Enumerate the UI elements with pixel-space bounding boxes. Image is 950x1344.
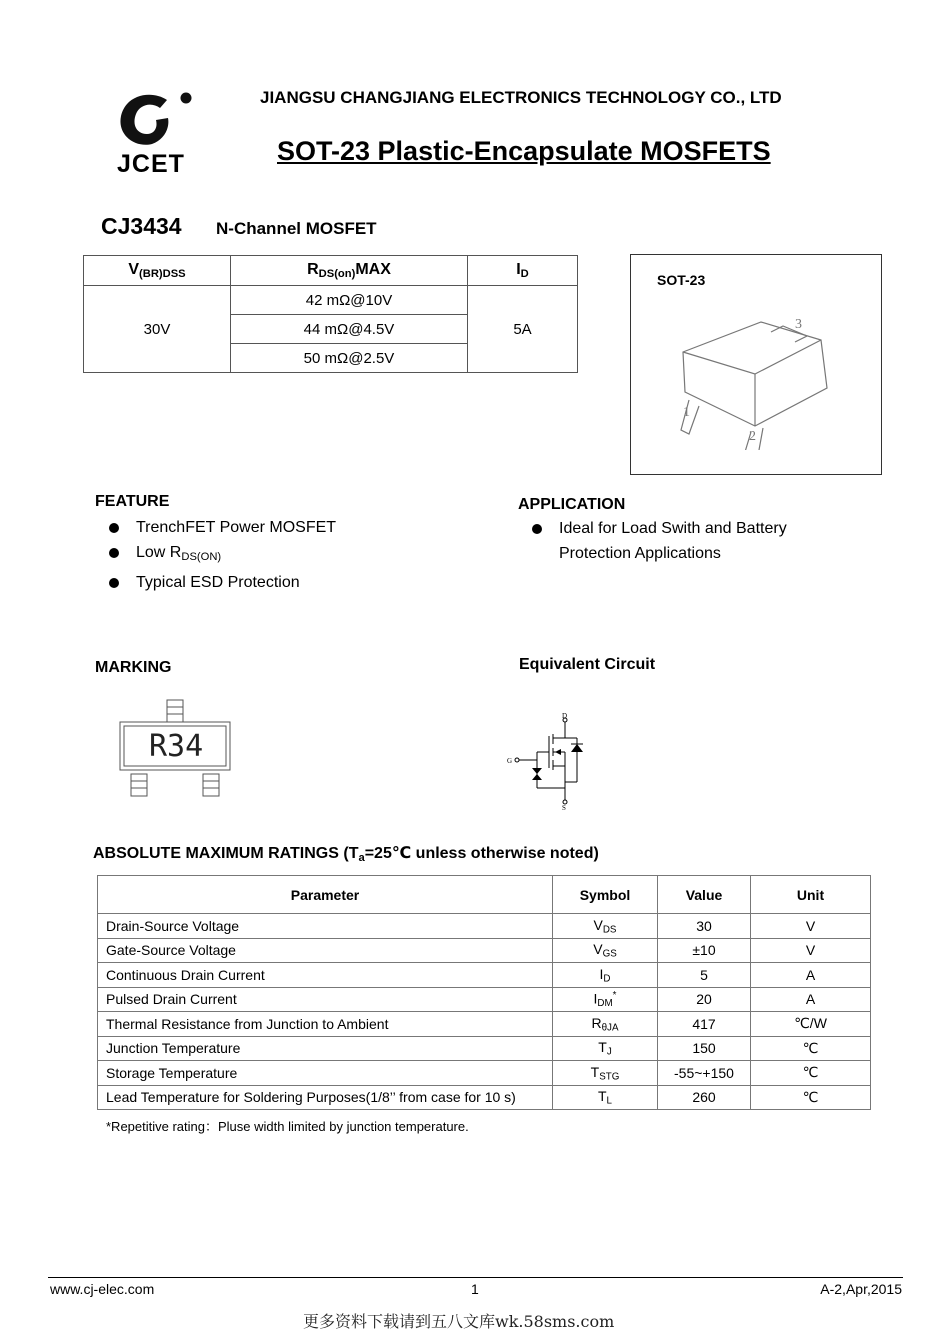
header-rdson: $R_{DS(on)}MAX$ — [231, 256, 468, 286]
rdson-value: 50 mΩ@2.5V — [231, 344, 468, 373]
header-value: Value — [658, 876, 751, 914]
header-unit: Unit — [751, 876, 871, 914]
circuit-title: Equivalent Circuit — [519, 656, 656, 673]
company-name: JIANGSU CHANGJIANG ELECTRONICS TECHNOLOGY CO., LTD — [260, 88, 782, 107]
rdson-value: 44 mΩ@4.5V — [231, 315, 468, 344]
download-watermark: 更多资料下载请到五八文库wk.58sms.com — [303, 1312, 615, 1331]
vbrdss-value: 30V — [84, 286, 231, 373]
footer-website[interactable]: www.cj-elec.com — [50, 1281, 155, 1297]
list-item: Protection Applications — [559, 545, 721, 562]
application-title: APPLICATION — [518, 496, 626, 513]
list-item: Typical ESD Protection — [96, 570, 336, 595]
marking-title: MARKING — [95, 659, 172, 676]
header-parameter: Parameter — [98, 876, 553, 914]
feature-title: FEATURE — [95, 493, 170, 510]
package-drawing-box — [630, 254, 882, 475]
list-item: Low $R_{DS(ON)}$ — [96, 540, 336, 570]
table-row: Pulsed Drain Current $I_{DM}^*$ 20 A — [98, 987, 871, 1012]
id-value: 5A — [468, 286, 578, 373]
part-type: N-Channel MOSFET — [216, 219, 377, 238]
footer-divider — [48, 1277, 903, 1278]
table-row: Thermal Resistance from Junction to Ambient $R_{\theta JA}$ 417 ℃/W — [98, 1012, 871, 1037]
pin1-label: 1 — [683, 405, 690, 420]
absolute-maximum-ratings-table — [97, 875, 871, 1110]
marking-diagram — [115, 698, 240, 798]
source-label: S — [562, 804, 566, 810]
ratings-title: ABSOLUTE MAXIMUM RATINGS ($T_a=25℃$ unless otherwise noted) — [93, 845, 599, 864]
marking-code: R34 — [149, 729, 204, 764]
rdson-value: 42 mΩ@10V — [231, 286, 468, 315]
package-label: SOT-23 — [657, 272, 706, 288]
header-vbrdss: $V_{(BR)DSS}$ — [84, 256, 231, 286]
table-row: Junction Temperature $T_J$ 150 ℃ — [98, 1036, 871, 1061]
table-row: Drain-Source Voltage $V_{DS}$ 30 V — [98, 914, 871, 939]
drain-label: D — [562, 712, 568, 720]
feature-list — [96, 515, 336, 595]
table-row: Storage Temperature $T_{STG}$ -55~+150 ℃ — [98, 1061, 871, 1086]
logo-text: JCET — [117, 150, 185, 178]
list-item: TrenchFET Power MOSFET — [96, 515, 336, 540]
list-item: Ideal for Load Swith and Battery — [519, 516, 787, 541]
mosfet-equivalent-circuit — [505, 708, 595, 810]
company-logo — [112, 88, 198, 180]
pin2-label: 2 — [749, 429, 756, 444]
key-spec-table — [83, 255, 578, 373]
jcet-logo-mark — [112, 88, 198, 158]
header-symbol: Symbol — [553, 876, 658, 914]
table-row: Gate-Source Voltage $V_{GS}$ ±10 V — [98, 938, 871, 963]
part-number: CJ3434 — [101, 213, 182, 239]
application-list — [519, 516, 787, 566]
revision: A-2,Apr,2015 — [820, 1281, 902, 1297]
page-number: 1 — [471, 1281, 479, 1297]
table-row: Continuous Drain Current $I_D$ 5 A — [98, 963, 871, 988]
pin3-label: 3 — [795, 317, 802, 332]
ratings-note: *Repetitive rating：Pluse width limited by junction temperature. — [106, 1119, 469, 1134]
document-title: SOT-23 Plastic-Encapsulate MOSFETS — [277, 136, 771, 166]
header-id: $I_D$ — [468, 256, 578, 286]
table-row: Lead Temperature for Soldering Purposes(1/8’’ from case for 10 s) $T_L$ 260 ℃ — [98, 1085, 871, 1110]
sot23-package-illustration — [671, 310, 841, 450]
gate-label: G — [507, 757, 513, 765]
